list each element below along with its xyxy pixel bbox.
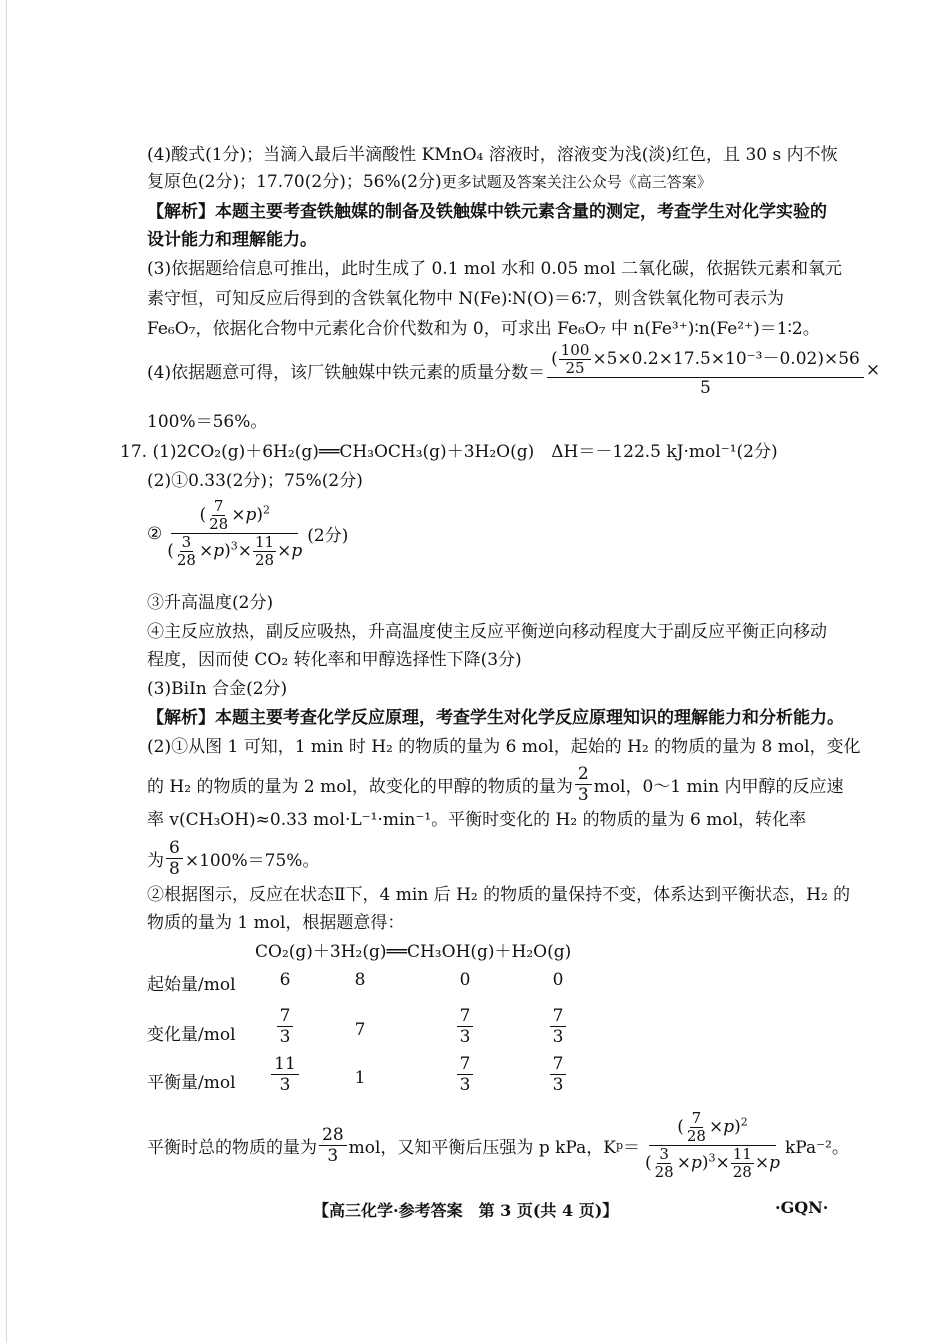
table-cell [538,1054,578,1095]
cell-fraction [457,1054,474,1095]
fin-kp-den-frac2 [731,1146,754,1181]
q16-analysis-line2: 设计能力和理解能力。 [147,230,317,250]
q17-ans3: (3)BiIn 合金(2分) [147,679,288,699]
q16-p3-line1: (3)依据题给信息可推出，此时生成了 0.1 mol 水和 0.05 mol 二氧化碳，依据铁元素和氧元 [147,259,842,279]
e4-text-a: 为 [147,851,164,871]
table-cell: 1 [354,1068,366,1088]
kp-c: 3 [181,533,192,551]
cell-numerator: 7 [277,1006,294,1027]
table-cell: 6 [279,970,291,990]
kp-numerator: ( $\frac{7}{28}$ ×p)$^2$ [171,498,298,534]
kp-b: 28 [209,515,229,533]
fin-den: 3 [327,1146,339,1166]
fin-kp-b: 28 [686,1127,706,1145]
kp-denominator: ( $\frac{3}{28}$ ×p)$^3$× $\frac{11}{28}$ ×p [167,533,303,569]
e2-num: 2 [575,764,592,785]
table-row-label: 起始量/mol [147,975,236,995]
fin-fraction [319,1125,347,1166]
analysis-label: 【解析】 [147,708,215,728]
fin-kp-denominator: ( $\frac{3}{28}$ ×p)$^3$× $\frac{11}{28}$ ×p [644,1145,780,1181]
q17-e5: ②根据图示，反应在状态Ⅱ下，4 min 后 H₂ 的物质的量保持不变，体系达到平衡状态，H₂ 的 [147,885,851,905]
cell-denominator: 3 [459,1027,471,1047]
p4-denominator: 5 [700,378,711,398]
scan-edge-line [6,0,7,1343]
ad-text: 更多试题及答案关注公众号《高三答案》 [441,173,712,191]
fin-kp-d: 28 [654,1163,674,1181]
p4-prefix: (4)依据题意可得，该厂铁触媒中铁元素的质量分数＝ [147,362,546,383]
p4-inner-den: 25 [565,359,585,377]
kp-den-frac2 [253,534,276,569]
cell-denominator: 3 [279,1075,291,1095]
q17-ans2-3: ③升高温度(2分) [147,593,274,613]
fin-kp-num-frac [685,1110,708,1145]
table-cell: 7 [354,1020,366,1040]
fin-kp-f: 28 [732,1163,752,1181]
q17-ans2-1: (2)①0.33(2分)；75%(2分) [147,471,363,491]
fin-unit: kPa⁻²。 [784,1138,849,1158]
table-cell [265,1006,305,1047]
fin-num: 28 [319,1125,347,1146]
p4-num-rest: ×5×0.2×17.5×10⁻³－0.02)×56 [592,349,860,369]
kp-num-frac [207,498,230,533]
e2-den: 3 [577,785,589,805]
cell-denominator: 3 [552,1075,564,1095]
cell-numerator: 7 [457,1006,474,1027]
e4-den: 8 [169,859,180,879]
cell-numerator: 11 [271,1054,299,1075]
q17-e1: (2)①从图 1 可知，1 min 时 H₂ 的物质的量为 6 mol，起始的 H₂ 的物质的量为 8 mol，变化 [147,737,861,757]
cell-denominator: 3 [552,1027,564,1047]
q16-ans4-line1: (4)酸式(1分)；当滴入最后半滴酸性 KMnO₄ 溶液时，溶液变为浅(淡)红色，且 30 s 内不恢 [147,145,838,165]
table-cell: 0 [552,970,564,990]
table-cell [445,1006,485,1047]
footer-code: ·GQN· [775,1198,829,1217]
q17-ans2-2 [147,498,840,569]
e2-text-b: mol，0～1 min 内甲醇的反应速 [593,777,844,797]
table-row-label: 平衡量/mol [147,1073,236,1093]
p4-fraction [547,342,864,398]
cell-numerator: 7 [457,1054,474,1075]
cell-fraction [550,1054,567,1095]
fin-kp-c: 3 [659,1145,669,1163]
q16-analysis-line1 [147,200,840,224]
q16-p4-line2: 100%＝56%。 [147,412,268,432]
footer-title: 【高三化学·参考答案 第 3 页(共 4 页)】 [313,1201,619,1220]
cell-fraction [550,1006,567,1047]
p4-times: × [865,360,881,380]
ans2-2-score: (2分) [307,526,349,546]
fin-text-b: mol，又知平衡后压强为 p kPa，K [348,1138,616,1158]
table-cell [445,1054,485,1095]
e2-text-a: 的 H₂ 的物质的量为 2 mol，故变化的甲醇的物质的量为 [147,777,573,797]
fin-kp-numerator: ( $\frac{7}{28}$ ×p)$^2$ [649,1110,776,1146]
q16-p3-line2: 素守恒，可知反应后得到的含铁氧化物中 N(Fe)∶N(O)＝6∶7，则含铁氧化物可表示为 [147,289,785,309]
kp-expression [164,498,305,569]
p4-inner-num: 100 [560,341,590,359]
e2-fraction [575,764,592,805]
cell-numerator: 7 [550,1054,567,1075]
kp-d: 28 [176,551,196,569]
equilibrium-table [147,966,647,1101]
fin-eq: ＝ [622,1138,640,1158]
cell-fraction [271,1054,299,1095]
q17-analysis [147,706,844,730]
cell-denominator: 3 [459,1075,471,1095]
q17-e6: 物质的量为 1 mol，根据题意得： [147,913,405,933]
q17-e3: 率 v(CH₃OH)≈0.33 mol·L⁻¹·min⁻¹。平衡时变化的 H₂ 的物质的量为 6 mol，转化率 [147,810,807,830]
cell-numerator: 7 [550,1006,567,1027]
cell-fraction [457,1006,474,1047]
p4-numerator [547,342,864,378]
fin-kp-den-frac1 [653,1146,676,1181]
analysis-text: 本题主要考查化学反应原理，考查学生对化学反应原理知识的理解能力和分析能力。 [215,708,844,728]
table-row-label: 变化量/mol [147,1025,236,1045]
analysis-label: 【解析】 [147,202,215,222]
q17-ans1: 17. (1)2CO₂(g)＋6H₂(g)══CH₃OCH₃(g)＋3H₂O(g) ΔH＝－122.5 kJ·mol⁻¹(2分) [120,442,778,462]
fin-kp-a: 7 [691,1109,702,1127]
p4-inner-fraction [559,342,592,377]
fin-kp-expression [642,1110,783,1181]
e4-text-b: ×100%＝75%。 [184,851,320,871]
reaction-equation: CO₂(g)＋3H₂(g)══CH₃OH(g)＋H₂O(g) [255,942,572,962]
p4-num-open: ( [551,349,558,369]
table-cell: 0 [459,970,471,990]
q16-ans4-text: 复原色(2分)；17.70(2分)；56%(2分) [147,172,442,192]
q16-p3-line3: Fe₆O₇，依据化合物中元素化合价代数和为 0，可求出 Fe₆O₇ 中 n(Fe³⁺)∶n(Fe²⁺)＝1∶2。 [147,319,820,339]
kp-a: 7 [213,497,224,515]
q17-ans2-4-line1: ④主反应放热，副反应吸热，升高温度使主反应平衡逆向移动程度大于副反应平衡正向移动 [147,622,827,642]
table-cell [538,1006,578,1047]
q17-e4 [147,838,840,879]
table-cell: 8 [354,970,366,990]
table-cell [265,1054,305,1095]
kp-f: 28 [255,551,275,569]
kp-den-frac1 [175,534,198,569]
cell-denominator: 3 [279,1027,291,1047]
e4-num: 6 [166,838,183,859]
q17-final: 平衡时总的物质的量为 $\frac{28}{3}$ mol，又知平衡后压强为 p kPa，K p ＝ ( $\frac{7}{28}$ ×p)$^2$ ( $\frac{3}{28}$ ×p)$^3$× $\frac{11}{28}$ ×p kPa⁻²。 [147,1109,849,1181]
cell-fraction [277,1006,294,1047]
ans2-2-label: ② [147,523,163,544]
q16-ans4-line2 [147,170,840,194]
fin-kp-e: 11 [732,1145,752,1163]
analysis-text: 本题主要考查铁触媒的制备及铁触媒中铁元素含量的测定，考查学生对化学实验的 [215,202,827,222]
q16-p4-line1 [147,341,881,398]
kp-e: 11 [255,533,275,551]
e4-fraction [166,838,183,879]
q17-ans2-4-line2: 程度，因而使 CO₂ 转化率和甲醇选择性下降(3分) [147,650,522,670]
q17-e2 [147,764,844,805]
fin-text-a: 平衡时总的物质的量为 [147,1138,317,1158]
